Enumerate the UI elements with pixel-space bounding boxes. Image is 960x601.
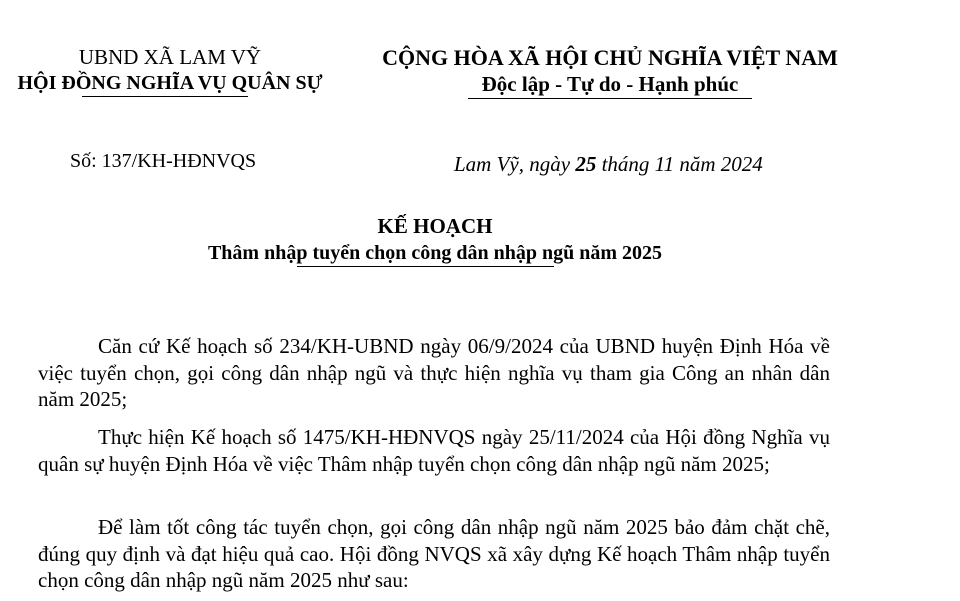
document-title: KẾ HOẠCH: [377, 214, 493, 238]
document-date: [454, 152, 763, 177]
document-number: Số: 137/KH-HĐNVQS: [70, 150, 257, 172]
date-rest: tháng 11 năm 2024: [596, 152, 763, 176]
body-paragraph: Thực hiện Kế hoạch số 1475/KH-HĐNVQS ngày 25/11/2024 của Hội đồng Nghĩa vụ quân sự huyện Định Hóa về việc Thâm nhập tuyển chọn công dân nhập ngũ năm 2025;: [38, 425, 830, 476]
date-day: 25: [575, 152, 597, 176]
national-motto: Độc lập - Tự do - Hạnh phúc: [481, 72, 739, 96]
body-paragraph: Căn cứ Kế hoạch số 234/KH-UBND ngày 06/9/2024 của UBND huyện Định Hóa về việc tuyển chọn, gọi công dân nhập ngũ và thực hiện nghĩa vụ tham gia Công an nhân dân năm 2025;: [38, 334, 830, 411]
issuing-authority: UBND XÃ LAM VỸ: [78, 45, 262, 69]
issuing-council: HỘI ĐỒNG NGHĨA VỤ QUÂN SỰ: [17, 72, 323, 94]
subtitle-underline: [297, 266, 554, 267]
national-title: CỘNG HÒA XÃ HỘI CHỦ NGHĨA VIỆT NAM: [382, 45, 838, 70]
header-right-underline: [468, 98, 752, 99]
header-left-underline: [82, 96, 248, 97]
document-subtitle: Thâm nhập tuyển chọn công dân nhập ngũ năm 2025: [207, 242, 663, 264]
body-paragraph: Để làm tốt công tác tuyển chọn, gọi công dân nhập ngũ năm 2025 bảo đảm chặt chẽ, đúng quy định và đạt hiệu quả cao. Hội đồng NVQS xã xây dựng Kế hoạch Thâm nhập tuyển chọn công dân nhập ngũ năm 2025 như sau:: [38, 515, 830, 592]
date-prefix: Lam Vỹ, ngày: [454, 152, 576, 176]
